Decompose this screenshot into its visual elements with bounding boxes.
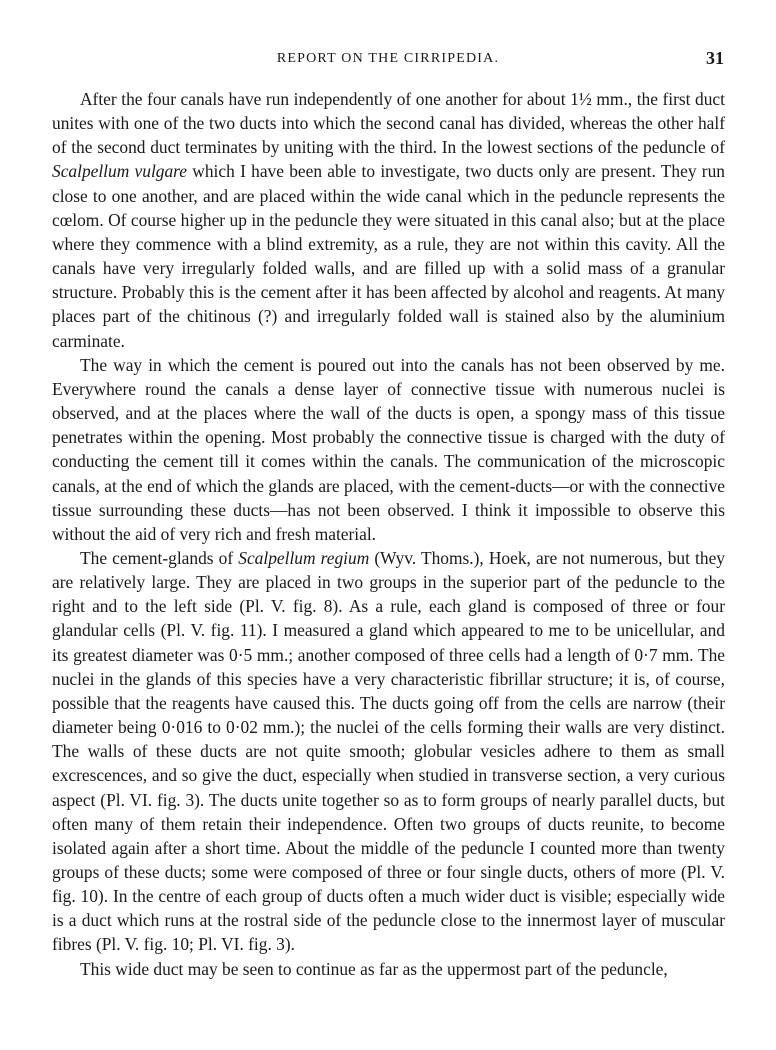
- page-header: [52, 48, 724, 72]
- text-run: The way in which the cement is poured out into the canals has not been observed by me. Everywhere round the canals a dense layer of connective tissue with numerous nuclei is observed, and at the places where the wall of the ducts is open, a spongy mass of this tissue penetrates within the opening. Most probably the connective tissue is charged with the duty of conducting the cement till it comes within the canals. The communication of the microscopic canals, at the end of which the glands are placed, with the cement-ducts—or with the connective tissue surrounding these ducts—has not been observed. I think it impossible to observe this without the aid of very rich and fresh material.: [52, 354, 725, 544]
- text-run: which I have been able to investigate, two ducts only are present. They run close to one another, and are placed within the wide canal which in the peduncle represents the cœlom. Of course higher up in the peduncle they were situated in this canal also; but at the place where they commence with a blind extremity, as a rule, they are not within this cavity. All the canals have very irregularly folded walls, and are filled up with a solid mass of a granular structure. Probably this is the cement after it has been affected by alcohol and reagents. At many places part of the chitinous (?) and irregularly folded wall is stained also by the aluminium carminate.: [52, 161, 725, 351]
- paragraph-2: [52, 353, 725, 546]
- page-number: 31: [706, 48, 724, 68]
- text-run: The cement-glands of: [80, 547, 239, 568]
- paragraph-4: [52, 957, 725, 981]
- paragraph-1: [52, 87, 725, 353]
- text-run: After the four canals have run independently of one another for about 1½ mm., the first duct unites with one of the two ducts into which the second canal has divided, whereas the other half of the second duct terminates by uniting with the third. In the lowest sections of the peduncle of: [52, 89, 725, 158]
- body-text: [52, 87, 725, 981]
- species-name: Scalpellum vulgare: [52, 161, 188, 182]
- text-run: (Wyv. Thoms.), Hoek, are not numerous, but they are relatively large. They are placed in two groups in the superior part of the peduncle to the right and to the left side (Pl. V. fig. 8). As a rule, each gland is composed of three or four glandular cells (Pl. V. fig. 11). I measured a gland which appeared to me to be unicellular, and its greatest diameter was 0·5 mm.; another composed of three cells had a length of 0·7 mm. The nuclei in the glands of this species have a very characteristic fibrillar structure; it is, of course, possible that the reagents have caused this. The ducts going off from the cells are narrow (their diameter being 0·016 to 0·02 mm.); the nuclei of the cells forming their walls are very distinct. The walls of these ducts are not quite smooth; globular vesicles adhere to them as small excrescences, and so give the duct, especially when studied in transverse section, a very curious aspect (Pl. VI. fig. 3). The ducts unite together so as to form groups of nearly parallel ducts, but often many of them retain their independence. Often two groups of ducts reunite, to become isolated again after a short time. About the middle of the peduncle I counted more than twenty groups of these ducts; some were composed of three or four single ducts, others of more (Pl. V. fig. 10). In the centre of each group of ducts often a much wider duct is visible; especially wide is a duct which runs at the rostral side of the peduncle close to the innermost layer of muscular fibres (Pl. V. fig. 10; Pl. VI. fig. 3).: [52, 547, 725, 955]
- paragraph-3: [52, 546, 725, 957]
- running-head: REPORT ON THE CIRRIPEDIA.: [276, 51, 500, 66]
- text-run: This wide duct may be seen to continue as far as the uppermost part of the peduncle,: [80, 958, 668, 979]
- species-name: Scalpellum regium: [238, 547, 370, 568]
